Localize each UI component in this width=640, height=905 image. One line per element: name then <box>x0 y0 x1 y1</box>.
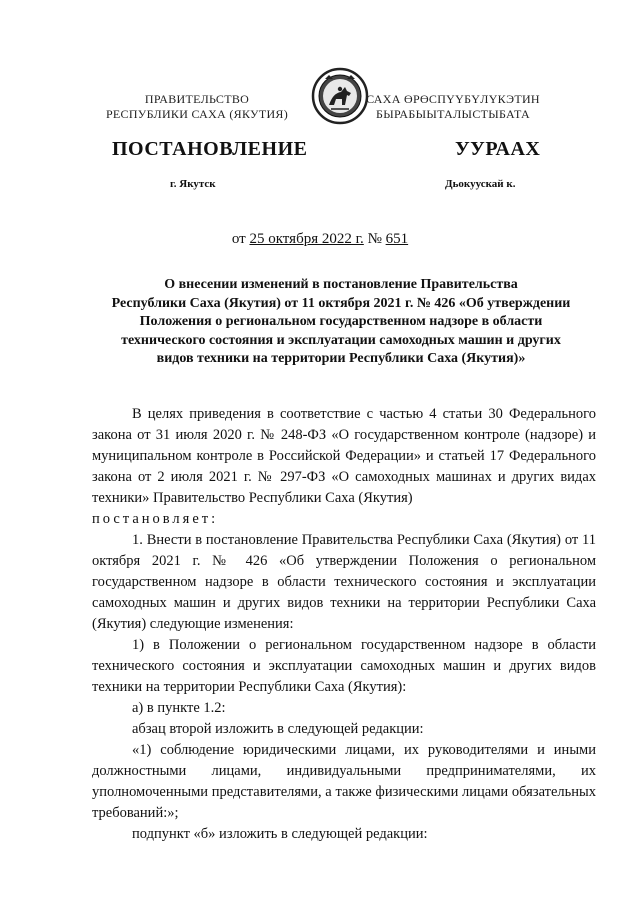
document-body <box>92 404 596 845</box>
doc-type-yakut: УУРААХ <box>455 138 541 160</box>
title-line: О внесении изменений в постановление Правительства <box>164 277 518 292</box>
paragraph: «1) соблюдение юридическими лицами, их руководителями и иными должностными лицами, индивидуальными предпринимателями, их уполномоченными представителями, а также физическими лицами обязательных требований:»; <box>92 742 596 821</box>
doc-type-russian: ПОСТАНОВЛЕНИЕ <box>112 138 308 160</box>
title-line: технического состояния и эксплуатации самоходных машин и других <box>121 332 561 348</box>
resolves-word: постановляет: <box>92 511 219 527</box>
issuer-line-2: РЕСПУБЛИКИ САХА (ЯКУТИЯ) <box>105 107 289 121</box>
document-number: 651 <box>385 231 409 247</box>
paragraph: 1. Внести в постановление Правительства Республики Саха (Якутия) от 11 октября 2021 г. № 426 «Об утверждении Положения о региональном государственном надзоре в области технического состояния и эксплуатации самоходных машин и других видов техники на территории Республики Саха (Якутия) следующие изменения: <box>92 532 596 632</box>
title-line: Республики Саха (Якутия) от 11 октября 2021 г. № 426 «Об утверждении <box>111 295 571 311</box>
issuer-line-1-yakut: САХА ӨРӨСПҮҮБҮЛҮКЭТИН <box>366 92 540 106</box>
date-prefix: от <box>231 231 246 247</box>
issuer-line-1: ПРАВИТЕЛЬСТВО <box>144 92 250 106</box>
city-russian: г. Якутск <box>170 178 216 190</box>
document-date: 25 октября 2022 г. <box>249 231 364 247</box>
paragraph: подпункт «б» изложить в следующей редакции: <box>132 826 428 842</box>
number-sign: № <box>367 231 382 247</box>
date-and-number <box>0 231 640 248</box>
issuer-name-yakut <box>348 92 558 122</box>
city-yakut: Дьокуускай к. <box>445 178 516 190</box>
issuer-name-russian <box>92 92 302 122</box>
issuer-line-2-yakut: БЫРАБЫЫТАЛЫСТЫБАТА <box>376 107 530 121</box>
paragraph: абзац второй изложить в следующей редакции: <box>132 721 424 737</box>
paragraph: а) в пункте 1.2: <box>132 700 226 716</box>
title-line: видов техники на территории Республики Саха (Якутия)» <box>156 351 526 366</box>
paragraph: 1) в Положении о региональном государственном надзоре в области технического состояния и эксплуатации самоходных машин и других видов техники на территории Республики Саха (Якутия): <box>92 637 596 695</box>
document-title <box>88 276 594 369</box>
preamble-paragraph <box>92 404 596 530</box>
preamble-text: В целях приведения в соответствие с частью 4 статьи 30 Федерального закона от 31 июля 2020 г. № 248-ФЗ «О государственном контроле (надзоре) и муниципальном контроле в Российской Федерации» и статьей 17 Федерального закона от 2 июля 2021 г. № 297-ФЗ «О самоходных машинах и других видах техники» Правительство Республики Саха (Якутия) <box>92 406 596 506</box>
title-line: Положения о региональном государственном надзоре в области <box>139 314 543 329</box>
